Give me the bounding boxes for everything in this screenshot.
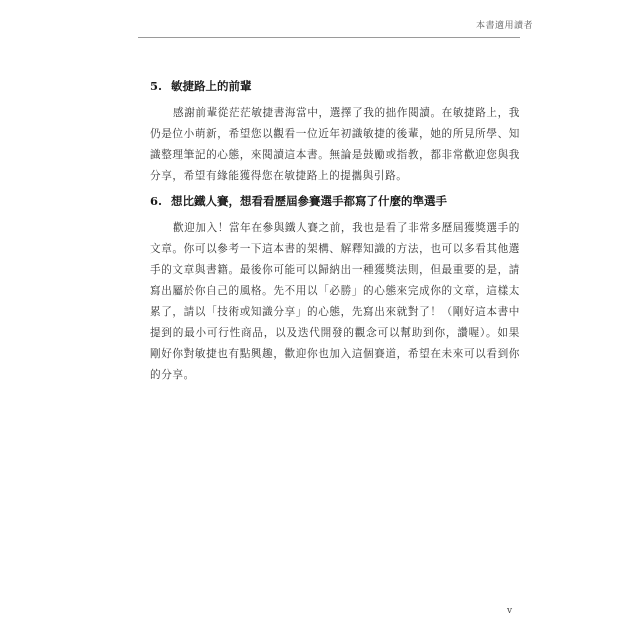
header-divider — [138, 37, 520, 38]
section-title: 想比鐵人賽，想看看歷屆參賽選手都寫了什麼的準選手 — [171, 194, 447, 208]
section-number: 6. — [150, 194, 163, 208]
section-paragraph: 感謝前輩從茫茫敏捷書海當中，選擇了我的拙作閱讀。在敏捷路上，我仍是位小萌新，希望您以觀看一位近年初識敏捷的後輩，她的所見所學、知識整理筆記的心態，來閱讀這本書。無論是鼓勵或指教，都非常歡迎您與我分享，希望有緣能獲得您在敏捷路上的提攜與引路。 — [150, 107, 521, 182]
section-paragraph: 歡迎加入！當年在參與鐵人賽之前，我也是看了非常多歷屆獲獎選手的文章。你可以參考一下這本書的架構、解釋知識的方法，也可以多看其他選手的文章與書籍。最後你可能可以歸納出一種獲獎法則，但最重要的是，請寫出屬於你自己的風格。先不用以「必勝」的心態來完成你的文章，這樣太累了，請以「技術或知識分享」的心態，先寫出來就對了！（剛好這本書中提到的最小可行性商品，以及迭代開發的觀念可以幫助到你，讚喔）。如果剛好你對敏捷也有點興趣，歡迎你也加入這個賽道，希望在未來可以看到你的分享。 — [150, 222, 521, 381]
section-heading — [150, 78, 520, 94]
running-header: 本書適用讀者 — [475, 21, 533, 31]
section-title: 敏捷路上的前輩 — [171, 79, 252, 93]
page-number: v — [507, 606, 513, 616]
section-6 — [150, 193, 520, 386]
section-5 — [150, 78, 520, 187]
section-number: 5. — [150, 79, 163, 93]
section-heading — [150, 193, 520, 209]
